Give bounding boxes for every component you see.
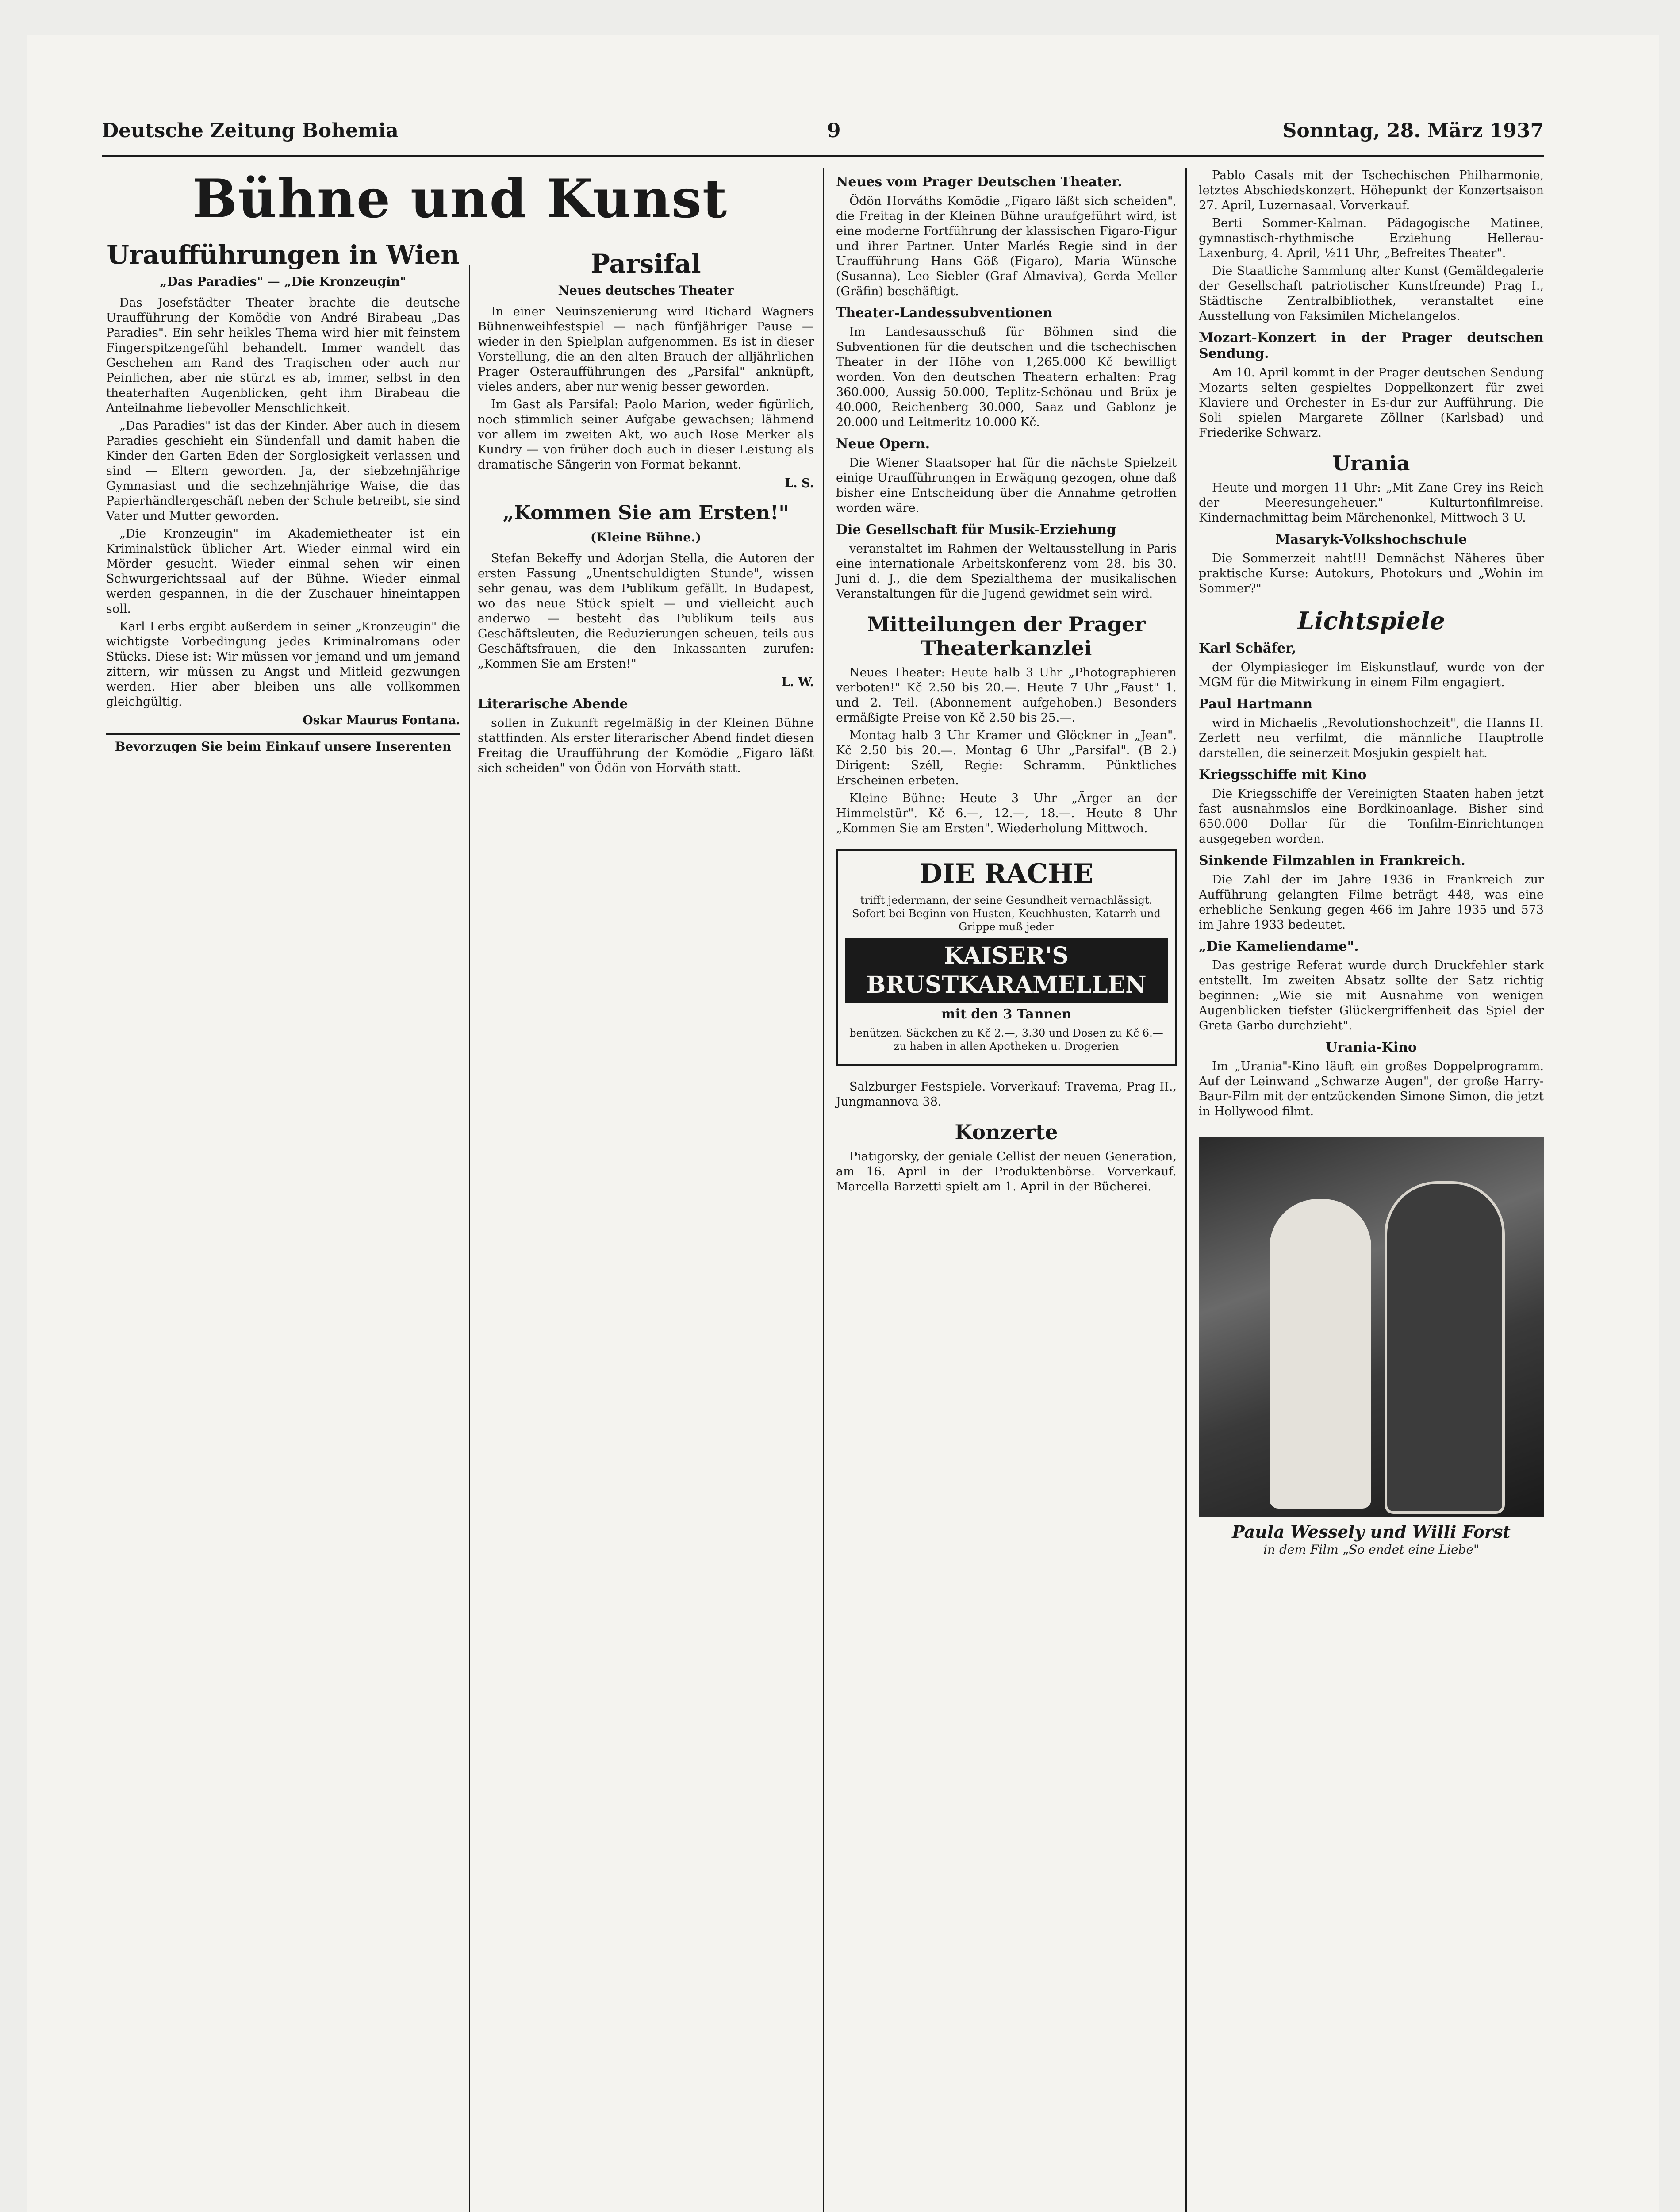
paragraph: In einer Neuinszenierung wird Richard Wagners Bühnenweihfestspiel — nach fünfjähriger Pause — wieder in den Spielplan aufgenommen. Es ist in dieser Vorstellung, die an den alten Brauch der alljährlichen Prager Osteraufführungen des „Parsifal" anknüpft, vieles anders, aber nur wenig besser geworden.: [478, 305, 814, 394]
paragraph: Kleine Bühne: Heute 3 Uhr „Ärger an der Himmelstür". Kč 6.—, 12.—, 18.—. Heute 8 Uhr „Kommen Sie am Ersten". Wiederholung Mittwoch.: [836, 791, 1177, 835]
column-2: [478, 239, 814, 779]
paragraph: veranstaltet im Rahmen der Weltausstellung in Paris eine internationale Arbeitskonferenz vom 28. bis 30. Juni d. J., die dem Spezialthema der musikalischen Veranstaltungen für die Jugend gewidmet sein wird.: [836, 542, 1177, 601]
paragraph: „Die Kronzeugin" im Akademietheater ist ein Kriminalstück üblicher Art. Wieder einmal wird ein Mörder gesucht. Wieder einmal sehen wir einen Schwurgerichtssaal auf der Bühne. Wieder einmal werden gespannen, in die der Zuschauer hineintappen soll.: [106, 527, 460, 616]
ad-brand: KAISER'S BRUSTKARAMELLEN: [845, 938, 1168, 1003]
section-heading: Mozart-Konzert in der Prager deutschen Sendung.: [1199, 330, 1544, 361]
section-heading: Neues vom Prager Deutschen Theater.: [836, 174, 1122, 190]
paragraph: Ödön Horváths Komödie „Figaro läßt sich scheiden", die Freitag in der Kleinen Bühne uraufgeführt wird, ist eine moderne Fortführung der klassischen Figaro-Figur und ihrer Partner. Unter Marlés Regie sind in der Uraufführung Hans Göß (Figaro), Maria Wünsche (Susanna), Leo Siebler (Graf Almaviva), Gerda Meller (Gräfin) beschäftigt.: [836, 194, 1177, 298]
konzerte-title: Konzerte: [955, 1120, 1058, 1144]
figure-man: [1385, 1181, 1505, 1514]
paragraph: sollen in Zukunft regelmäßig in der Kleinen Bühne stattfinden. Als erster literarischer Abend findet diesen Freitag die Uraufführung der Komödie „Figaro läßt sich scheiden" von Ödön von Horváth statt.: [478, 716, 814, 775]
ad-headline: DIE RACHE: [919, 858, 1093, 889]
paragraph: Die Staatliche Sammlung alter Kunst (Gemäldegalerie der Gesellschaft patriotischer Kunstfreunde) Prag I., Städtische Zentralbibliothek, veranstaltet eine Ausstellung von Faksimilen Michelangelos.: [1199, 264, 1544, 323]
photo-caption: Paula Wessely und Willi Forst: [1232, 1522, 1511, 1542]
section-heading: Neue Opern.: [836, 436, 930, 452]
section-heading: Theater-Landessubventionen: [836, 305, 1053, 321]
paragraph: Im „Urania"-Kino läuft ein großes Doppelprogramm. Auf der Leinwand „Schwarze Augen", der große Harry-Baur-Film mit der entzückenden Simone Simon, die jetzt in Hollywood filmt.: [1199, 1060, 1544, 1118]
section-heading: Urania-Kino: [1326, 1040, 1417, 1055]
paragraph: Piatigorsky, der geniale Cellist der neuen Generation, am 16. April in der Produktenbörse. Vorverkauf. Marcella Barzetti spielt am 1. April in der Bücherei.: [836, 1150, 1177, 1194]
article-title-parsifal: Parsifal: [591, 249, 701, 279]
section-heading: Masaryk-Volkshochschule: [1275, 532, 1467, 547]
advertisement-kaisers: [836, 849, 1177, 1066]
author-signature: Oskar Maurus Fontana.: [303, 714, 460, 727]
section-heading: „Die Kameliendame".: [1199, 939, 1359, 954]
author-signature: L. S.: [785, 476, 814, 490]
paragraph: Karl Lerbs ergibt außerdem in seiner „Kronzeugin" die wichtigste Vorbedingung jedes Kriminalromans oder Stücks. Diese ist: Wir müssen vor jemand und um jemand zittern, wir müssen zu Angst und Mitleid gezwungen werden. Hier aber bleiben uns alle vollkommen gleichgültig.: [106, 620, 460, 709]
section-heading: Kriegsschiffe mit Kino: [1199, 767, 1367, 783]
page-number: 9: [827, 119, 841, 142]
header-rule: [102, 155, 1544, 157]
paragraph: Das gestrige Referat wurde durch Druckfehler stark entstellt. Im zweiten Absatz sollte der Satz richtig beginnen: „Wie sie mit Ausnahme von wenigen Augenblicken tiefster Glückergriffenheit das Spiel der Greta Garbo durchzieht".: [1199, 959, 1544, 1033]
paragraph: wird in Michaelis „Revolutionshochzeit", die Hanns H. Zerlett neu verfilmt, die männliche Hauptrolle darstellen, die seinerzeit Mosjukin gespielt hat.: [1199, 716, 1544, 760]
section-heading: Sinkende Filmzahlen in Frankreich.: [1199, 853, 1466, 868]
section-heading: Karl Schäfer,: [1199, 641, 1296, 656]
paragraph: Am 10. April kommt in der Prager deutschen Sendung Mozarts selten gespieltes Doppelkonzert für zwei Klaviere und Orchester in Es-dur zur Aufführung. Die Soli spielen Margarete Zöllner (Karlsbad) und Friederike Schwarz.: [1199, 366, 1544, 440]
author-signature: L. W.: [781, 676, 814, 689]
paragraph: Das Josefstädter Theater brachte die deutsche Uraufführung der Komödie von André Birabeau „Das Paradies". Ein sehr heikles Thema wird hier mit feinstem Fingerspitzengefühl behandelt. Immer wandelt das Geschehen am Rand des Tragischen oder auch nur Peinlichen, aber nie stürzt es ab, immer, selbst in den theaterhaften Augenblicken, geht ihm Birabeau die Anteilnahme liebevoller Menschlichkeit.: [106, 296, 460, 415]
paragraph: Pablo Casals mit der Tschechischen Philharmonie, letztes Abschiedskonzert. Höhepunkt der Konzertsaison 27. April, Luzernasaal. Vorverkauf.: [1199, 169, 1544, 212]
article-title-uraufführungen: Uraufführungen in Wien: [107, 240, 460, 270]
film-still-photo: [1199, 1137, 1544, 1517]
lichtspiele-title: Lichtspiele: [1297, 607, 1445, 635]
paragraph: der Olympiasieger im Eiskunstlauf, wurde von der MGM für die Mitwirkung in einem Film engagiert.: [1199, 661, 1544, 689]
section-title: Bühne und Kunst: [192, 168, 728, 230]
article-subtitle: „Das Paradies" — „Die Kronzeugin": [160, 274, 407, 289]
urania-title: Urania: [1332, 451, 1410, 475]
photo-subcaption: in dem Film „So endet eine Liebe": [1263, 1542, 1479, 1557]
paragraph: Montag halb 3 Uhr Kramer und Glöckner in „Jean". Kč 2.50 bis 20.—. Montag 6 Uhr „Parsifal". (B 2.) Dirigent: Széll, Regie: Schramm. Pünktliches Erscheinen erbeten.: [836, 729, 1177, 787]
paragraph: Stefan Bekeffy und Adorjan Stella, die Autoren der ersten Fassung „Unentschuldigten Stunde", wissen sehr genau, was dem Publikum gefällt. In Budapest, wo das neue Stück spielt — und vielleicht auch anderwo — besteht das Publikum teils aus Geschäftsleuten, die Reduzierungen scheuen, teils aus Geschäftsfrauen, die den Inkassanten zurufen: „Kommen Sie am Ersten!": [478, 552, 814, 671]
section-heading: Die Gesellschaft für Musik-Erziehung: [836, 522, 1116, 538]
newspaper-page: [27, 35, 1659, 2212]
paragraph: Die Zahl der im Jahre 1936 in Frankreich zur Aufführung gelangten Filme beträgt 448, was eine erhebliche Senkung gegen 466 im Jahre 1935 und 573 im Jahre 1933 bedeutet.: [1199, 873, 1544, 932]
paragraph: Im Landesausschuß für Böhmen sind die Subventionen für die deutschen und die tschechischen Theater in der Höhe von 1,265.000 Kč bewilligt worden. Von den deutschen Theatern erhalten: Prag 360.000, Aussig 50.000, Teplitz-Schönau und Brüx je 40.000, Reichenberg 30.000, Saaz und Gablonz je 20.000 und Leitmeritz 10.000 Kč.: [836, 325, 1177, 429]
paragraph: Die Wiener Staatsoper hat für die nächste Spielzeit einige Uraufführungen in Erwägung gezogen, ohne daß bisher eine Entscheidung über die Annahme getroffen worden wäre.: [836, 456, 1177, 515]
article-subtitle: Neues deutsches Theater: [558, 283, 734, 298]
theaterkanzlei-title: Mitteilungen der Prager Theaterkanzlei: [867, 612, 1146, 660]
ad-copy: trifft jedermann, der seine Gesundheit vernachlässigt. Sofort bei Beginn von Husten, Keuchhusten, Katarrh und Grippe muß jeder: [852, 894, 1161, 933]
inserenten-note: Bevorzugen Sie beim Einkauf unsere Inserenten: [106, 733, 460, 754]
paragraph: Die Sommerzeit naht!!! Demnächst Näheres über praktische Kurse: Autokurs, Photokurs und „Wohin im Sommer?": [1199, 552, 1544, 595]
column-rule-1: [469, 265, 470, 2212]
paragraph: „Das Paradies" ist das der Kinder. Aber auch in diesem Paradies geschieht ein Sündenfall und damit haben die Kinder den Garten Eden der Sorglosigkeit verlassen und sind — Eltern geworden. Ja, der siebzehnjährige Gymnasiast und die sechzehnjährige Waise, die das Papierhändlergeschäft neben der Schule betreibt, sie sind Vater und Mutter geworden.: [106, 419, 460, 523]
paragraph: Heute und morgen 11 Uhr: „Mit Zane Grey ins Reich der Meeresungeheuer." Kulturtonfilmreise. Kindernachmittag beim Märchenonkel, Mittwoch 3 U.: [1199, 481, 1544, 525]
paragraph: Neues Theater: Heute halb 3 Uhr „Photographieren verboten!" Kč 2.50 bis 20.—. Heute 7 Uhr „Faust" 1. und 2. Teil. (Abonnement aufgehoben.) Besonders ermäßigte Preise von Kč 2.50 bis 25.—.: [836, 666, 1177, 725]
column-rule-3: [1185, 168, 1187, 2212]
paragraph: Salzburger Festspiele. Vorverkauf: Travema, Prag II., Jungmannova 38.: [836, 1080, 1177, 1109]
article-subtitle: (Kleine Bühne.): [590, 530, 702, 545]
paragraph: Berti Sommer-Kalman. Pädagogische Matinee, gymnastisch-rhythmische Erziehung Hellerau-Laxenburg, 4. April, ½11 Uhr, „Befreites Theater".: [1199, 216, 1544, 260]
article-title-kommen: „Kommen Sie am Ersten!": [502, 502, 789, 524]
paragraph: Im Gast als Parsifal: Paolo Marion, weder figürlich, noch stimmlich seiner Aufgabe gewachsen; lähmend vor allem im zweiten Akt, wo auch Rose Merker als Kundry — von früher doch auch in dieser Leistung als dramatische Sängerin von Format bekannt.: [478, 398, 814, 472]
section-heading: Literarische Abende: [478, 696, 628, 712]
section-heading: Paul Hartmann: [1199, 696, 1313, 712]
column-3: [836, 168, 1177, 1197]
paragraph: Die Kriegsschiffe der Vereinigten Staaten haben jetzt fast ausnahmslos eine Bordkinoanlage. Bisher sind 650.000 Dollar für die Tonfilm-Einrichtungen ausgegeben worden.: [1199, 787, 1544, 846]
masthead: [102, 111, 1544, 150]
column-rule-2: [823, 168, 824, 2212]
publication-name: Deutsche Zeitung Bohemia: [102, 119, 399, 142]
ad-fineprint: benützen. Säckchen zu Kč 2.—, 3.30 und Dosen zu Kč 6.— zu haben in allen Apotheken u. Drogerien: [849, 1027, 1163, 1052]
figure-woman: [1270, 1199, 1371, 1509]
issue-date: Sonntag, 28. März 1937: [1282, 119, 1544, 142]
ad-tagline: mit den 3 Tannen: [941, 1006, 1072, 1022]
column-4: [1199, 168, 1544, 1557]
